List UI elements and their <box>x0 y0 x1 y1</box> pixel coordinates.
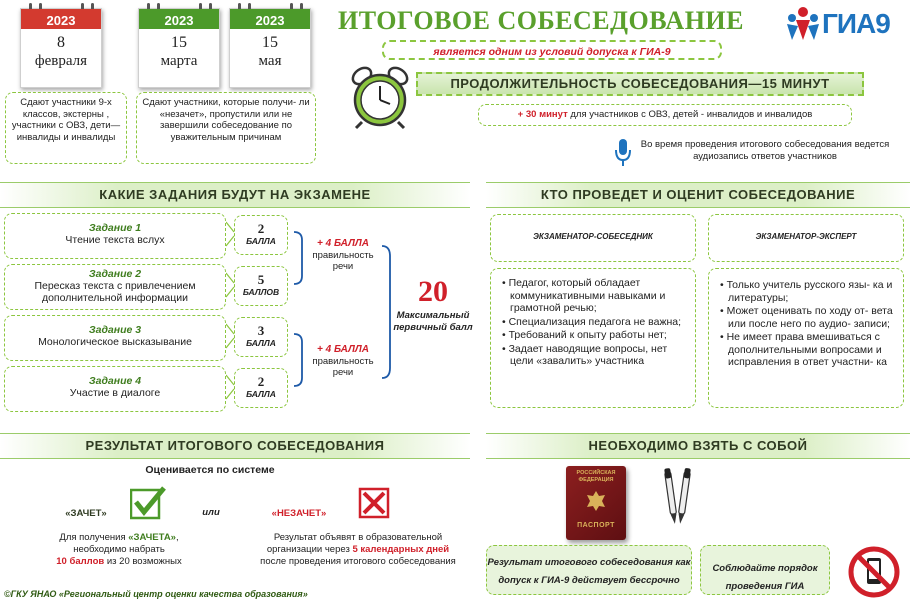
result-heading: РЕЗУЛЬТАТ ИТОГОВОГО СОБЕСЕДОВАНИЯ <box>0 433 470 459</box>
expert-title-box <box>708 214 904 262</box>
order-box <box>700 545 830 595</box>
list-item: • Только учитель русского язы- ка и литературы; <box>720 279 893 304</box>
order-text: Соблюдайте порядок проведения ГИА <box>712 563 818 592</box>
interlocutor-title: ЭКЗАМЕНАТОР-СОБЕСЕДНИК <box>533 232 653 241</box>
cross-box-icon <box>356 486 392 520</box>
february-note: Сдают участники 9-х классов, экстерны , участники с ОВЗ, дети—инвалиды и инвалиды <box>5 92 127 164</box>
list-item: • Может оценивать по ходу от- вета или после него по аудио- записи; <box>720 305 893 330</box>
duration-text: ПРОДОЛЖИТЕЛЬНОСТЬ СОБЕСЕДОВАНИЯ—15 МИНУТ <box>450 76 830 91</box>
fail-explanation: Результат объявят в образовательной организации через 5 календарных дней после проведения итогового собеседования <box>260 532 456 567</box>
list-item: • Задает наводящие вопросы, нет цели «завалить» участника <box>502 342 668 367</box>
extra-time-text: для участников с ОВЗ, детей - инвалидов и инвалидов <box>570 109 813 120</box>
score-1: 2 БАЛЛА <box>234 215 288 255</box>
total-score: 20 <box>418 275 448 308</box>
list-item: • Не имеет права вмешиваться с дополнительными вопросами и исправления в ответ участни- ка <box>720 331 888 368</box>
logo-text: ГИА9 <box>822 8 890 39</box>
max-score <box>392 276 474 333</box>
calendar-month: мая <box>258 53 282 69</box>
tasks-heading: КАКИЕ ЗАДАНИЯ БУДУТ НА ЭКЗАМЕНЕ <box>0 182 470 208</box>
extra-time-box <box>478 104 852 126</box>
subtitle-box <box>382 40 722 60</box>
bonus-2: + 4 БАЛЛА правильность речи <box>312 344 374 378</box>
score-4: 2 БАЛЛА <box>234 368 288 408</box>
task-3: Задание 3 Монологическое высказывание <box>4 315 226 361</box>
list-item: • Специализация педагога не важна; <box>502 315 682 328</box>
pens-icon <box>664 466 694 528</box>
total-label: Максимальный первичный балл <box>393 310 473 333</box>
bring-heading: НЕОБХОДИМО ВЗЯТЬ С СОБОЙ <box>486 433 910 459</box>
interlocutor-points <box>490 268 696 408</box>
calendar-day: 8 <box>57 34 65 51</box>
no-phone-icon <box>848 546 900 598</box>
subtitle: является одним из условий допуска к ГИА-9 <box>433 46 671 58</box>
calendar-day: 15 <box>171 34 187 51</box>
validity-text: Результат итогового собеседования как допуск к ГИА-9 действует бессрочно <box>487 557 691 586</box>
passport-icon: РОССИЙСКАЯ ФЕДЕРАЦИЯ ПАСПОРТ <box>566 466 626 540</box>
task-2: Задание 2 Пересказ текста с привлечением дополнительной информации <box>4 264 226 310</box>
extra-time: + 30 минут <box>517 109 568 120</box>
checkmark-icon <box>130 486 166 520</box>
pass-explanation: Для получения «ЗАЧЕТА», необходимо набрать 10 баллов из 20 возможных <box>56 532 182 567</box>
assessment-system: Оценивается по системе <box>145 464 275 476</box>
march-may-note: Сдают участники, которые получи- ли «незачет», пропустили или не завершили собеседование по уважительным причинам <box>136 92 316 164</box>
task-1: Задание 1 Чтение текста вслух <box>4 213 226 259</box>
calendar-year: 2023 <box>139 9 219 29</box>
emblem-icon <box>584 489 608 513</box>
list-item: • Требований к опыту работы нет; <box>502 329 667 341</box>
bonus-1: + 4 БАЛЛА правильность речи <box>312 238 374 272</box>
interlocutor-title-box <box>490 214 696 262</box>
calendar-day: 15 <box>262 34 278 51</box>
calendar-year: 2023 <box>21 9 101 29</box>
task-4: Задание 4 Участие в диалоге <box>4 366 226 412</box>
score-2: 5 БАЛЛОВ <box>234 266 288 306</box>
examiners-heading: КТО ПРОВЕДЕТ И ОЦЕНИТ СОБЕСЕДОВАНИЕ <box>486 182 910 208</box>
calendar-year: 2023 <box>230 9 310 29</box>
list-item: • Педагог, который обладает коммуникативными навыками и грамотной речью; <box>502 277 666 314</box>
fail-label: «НЕЗАЧЕТ» <box>271 508 327 519</box>
alarm-clock-icon <box>348 64 412 130</box>
people-logo-icon <box>786 6 820 44</box>
calendar-may <box>229 8 311 88</box>
expert-points <box>708 268 904 408</box>
gia9-logo <box>786 6 904 46</box>
calendar-february <box>20 8 102 88</box>
calendar-month: февраля <box>34 53 88 69</box>
expert-title: ЭКЗАМЕНАТОР-ЭКСПЕРТ <box>755 232 857 241</box>
pass-label: «ЗАЧЕТ» <box>65 508 107 519</box>
audio-note: Во время проведения итогового собеседования ведется аудиозапись ответов участников <box>640 139 890 162</box>
microphone-icon <box>614 138 632 168</box>
or-text: или <box>202 507 220 518</box>
calendar-month: марта <box>160 53 198 69</box>
calendar-march <box>138 8 220 88</box>
validity-box <box>486 545 692 595</box>
duration-banner <box>416 72 864 96</box>
footer: ©ГКУ ЯНАО «Региональный центр оценки качества образования» <box>4 589 308 599</box>
score-3: 3 БАЛЛА <box>234 317 288 357</box>
page-title: ИТОГОВОЕ СОБЕСЕДОВАНИЕ <box>338 6 745 35</box>
